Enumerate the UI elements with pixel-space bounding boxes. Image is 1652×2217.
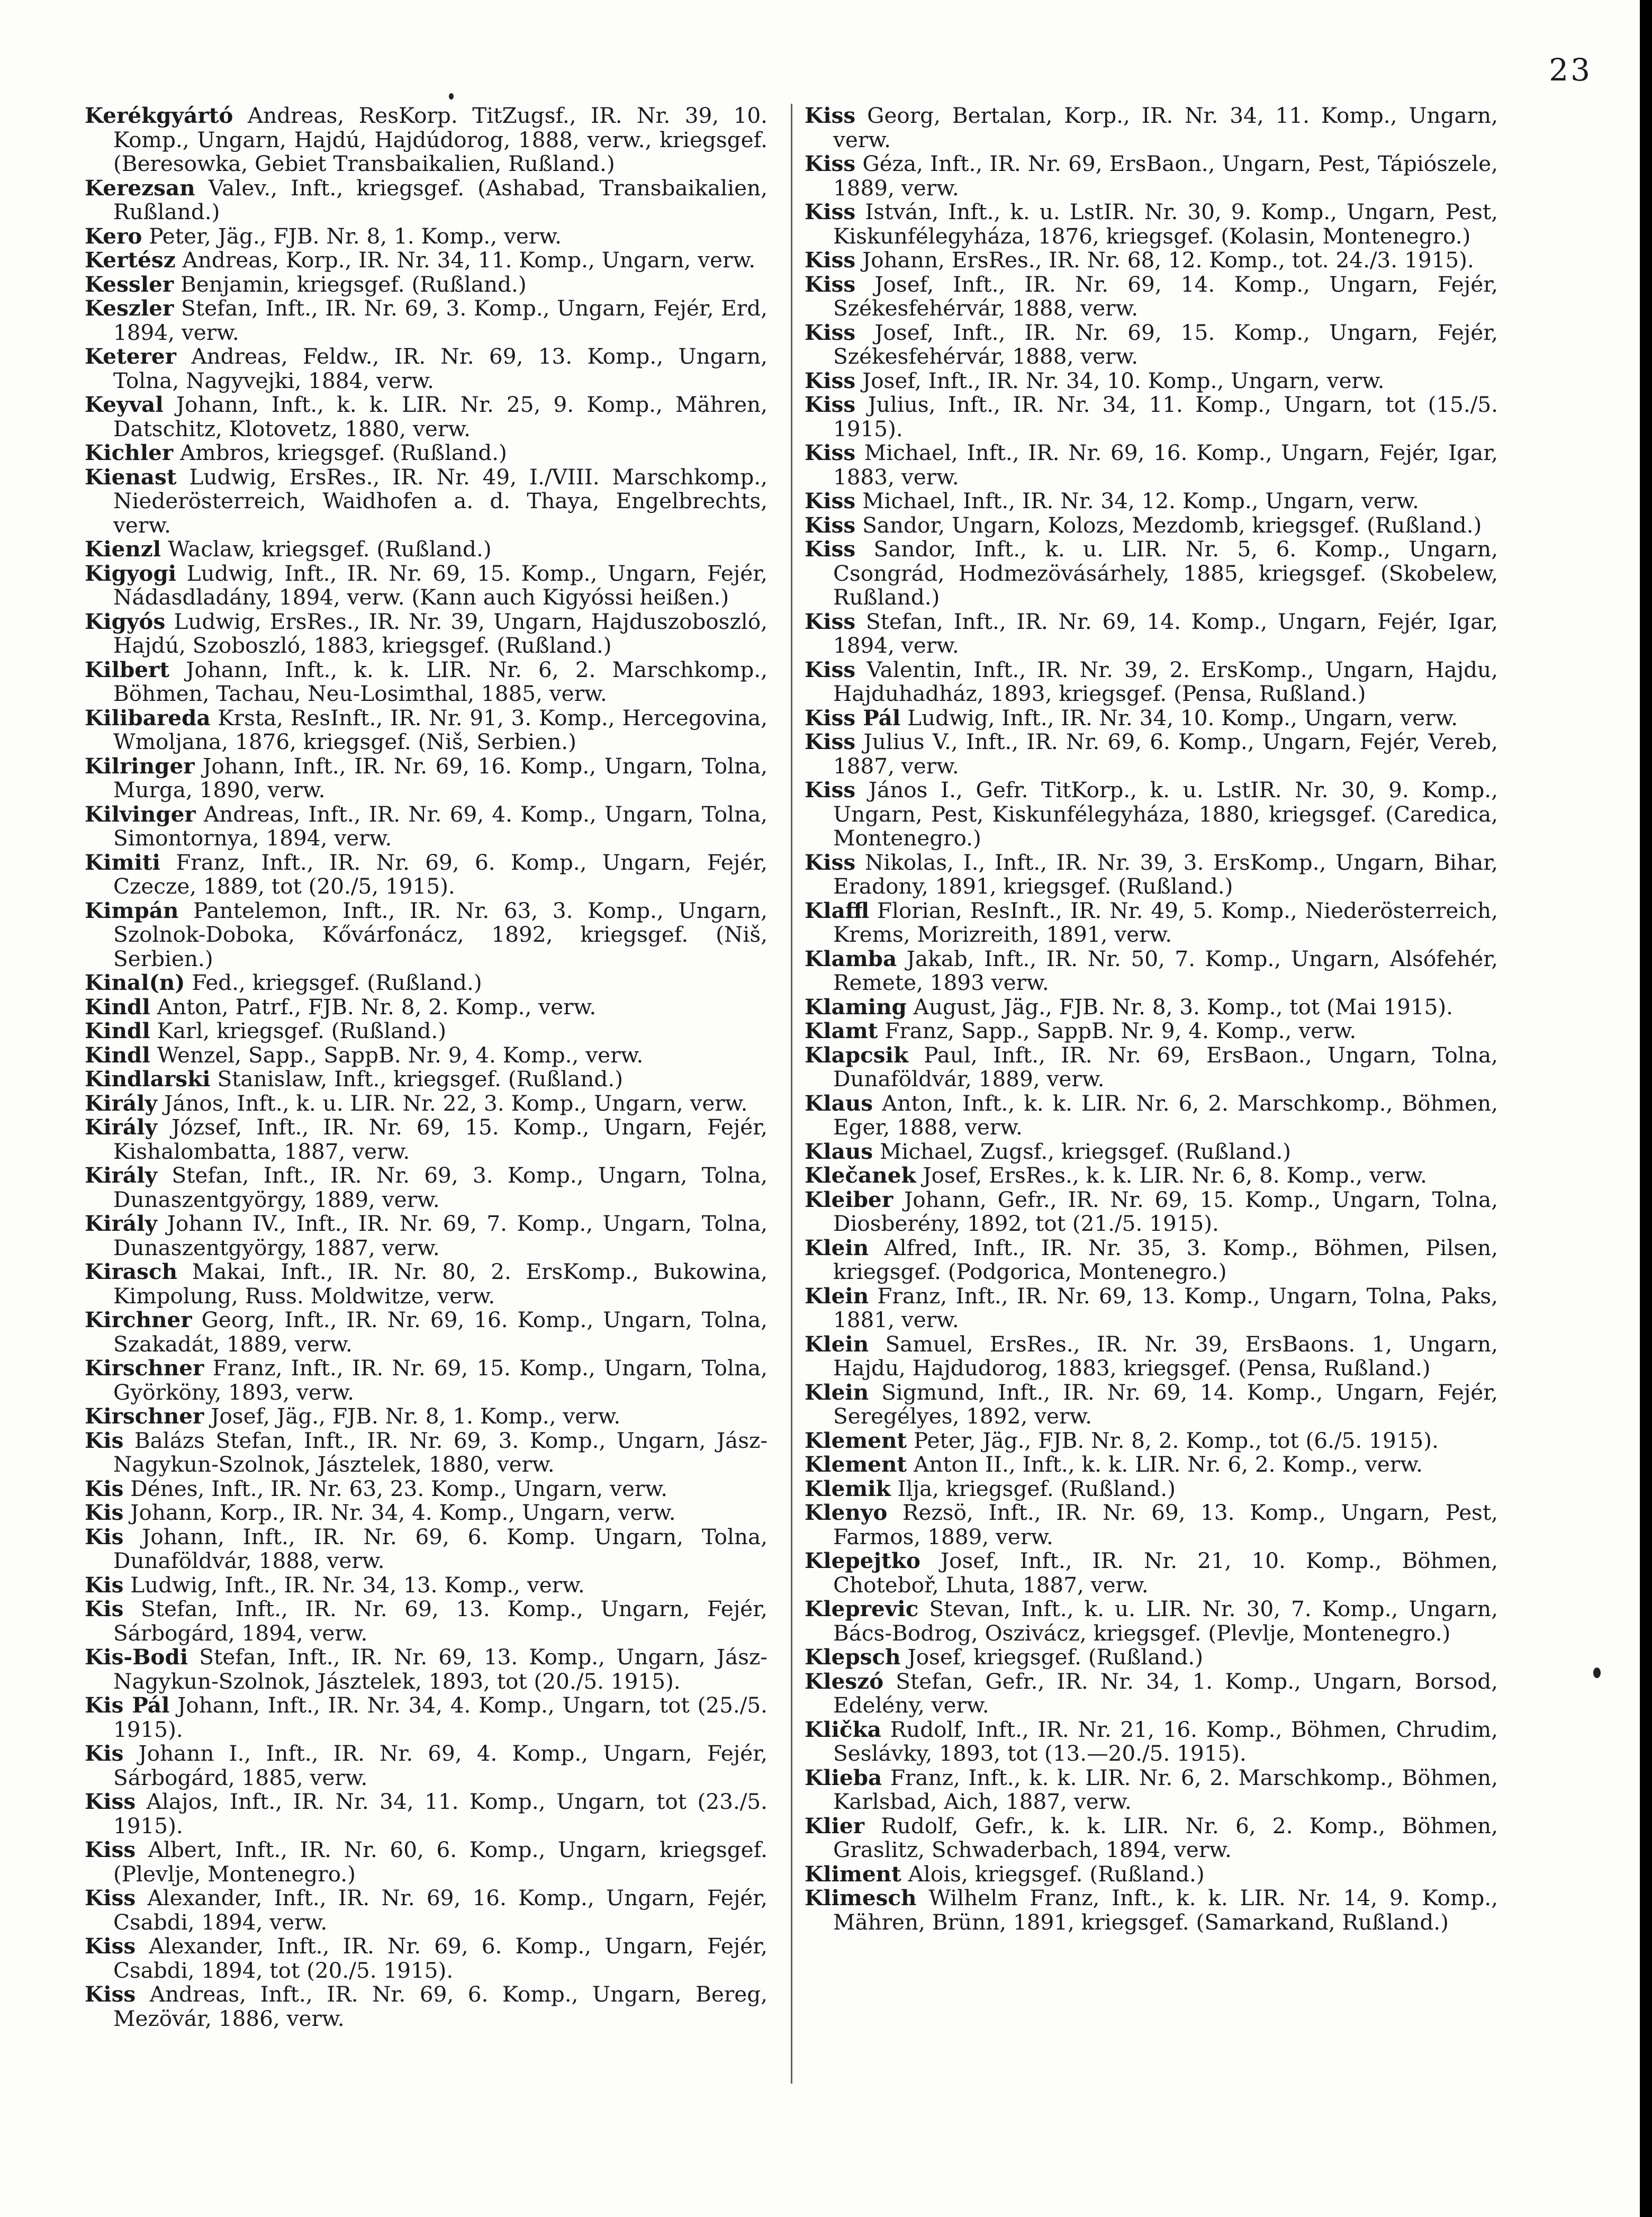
register-entry: [85, 537, 768, 562]
entry-details: Benjamin, kriegsgef. (Rußland.): [180, 271, 527, 297]
register-entry: [805, 1597, 1498, 1645]
entry-details: Krsta, ResInft., IR. Nr. 91, 3. Komp., Hercegovina, Wmoljana, 1876, kriegsgef. (Niš, Serbien.): [113, 705, 768, 754]
entry-surname: Kiss: [805, 488, 856, 513]
entry-details: János, Inft., k. u. LIR. Nr. 22, 3. Komp., Ungarn, verw.: [164, 1090, 748, 1116]
entry-surname: Kirschner: [85, 1403, 204, 1429]
entry-surname: Klamt: [805, 1018, 878, 1043]
register-entry: [805, 1019, 1498, 1043]
register-entry: [85, 610, 768, 658]
register-entry: [85, 104, 768, 176]
entry-details: Andreas, Inft., IR. Nr. 69, 4. Komp., Ungarn, Tolna, Simontornya, 1894, verw.: [113, 801, 768, 851]
entry-surname: Kleszó: [805, 1668, 884, 1694]
entry-details: Johann, Inft., k. k. LIR. Nr. 25, 9. Komp., Mähren, Datschitz, Klotovetz, 1880, verw.: [113, 392, 768, 441]
entry-details: Josef, kriegsgef. (Rußland.): [907, 1644, 1204, 1670]
entry-details: Johann I., Inft., IR. Nr. 69, 4. Komp., Ungarn, Fejér, Sárbogárd, 1885, verw.: [113, 1741, 768, 1790]
register-entry: [805, 1766, 1498, 1814]
entry-details: Stefan, Inft., IR. Nr. 69, 3. Komp., Ungarn, Tolna, Dunaszentgyörgy, 1889, verw.: [113, 1162, 768, 1212]
entry-details: Rezsö, Inft., IR. Nr. 69, 13. Komp., Ungarn, Pest, Farmos, 1889, verw.: [833, 1500, 1498, 1549]
entry-surname: Keterer: [85, 344, 176, 369]
entry-surname: Kleiber: [805, 1186, 893, 1212]
entry-surname: Kinal(n): [85, 970, 185, 995]
entry-surname: Klaming: [805, 994, 907, 1020]
entry-surname: Klement: [805, 1452, 907, 1477]
entry-surname: Kichler: [85, 440, 174, 465]
entry-surname: Klein: [805, 1234, 869, 1260]
entry-details: Albert, Inft., IR. Nr. 60, 6. Komp., Ungarn, kriegsgef. (Plevlje, Montenegro.): [113, 1837, 768, 1887]
entry-details: Anton, Inft., k. k. LIR. Nr. 6, 2. Marschkomp., Böhmen, Eger, 1888, verw.: [833, 1090, 1498, 1140]
register-entry: [85, 1019, 768, 1043]
entry-surname: Kiss Pál: [805, 705, 901, 731]
entry-details: Nikolas, I., Inft., IR. Nr. 39, 3. ErsKomp., Ungarn, Bihar, Eradony, 1891, kriegsgef. (Rußland.): [833, 849, 1498, 899]
register-entry: [805, 1332, 1498, 1381]
register-entry: [805, 1886, 1498, 1934]
register-entry: [805, 778, 1498, 851]
entry-details: Ilja, kriegsgef. (Rußland.): [897, 1475, 1176, 1501]
entry-details: Ludwig, ErsRes., IR. Nr. 49, I./VIII. Marschkomp., Niederösterreich, Waidhofen a. d. Thaya, Engelbrechts, verw.: [113, 464, 768, 538]
entry-details: Georg, Bertalan, Korp., IR. Nr. 34, 11. Komp., Ungarn, verw.: [833, 103, 1498, 152]
entry-surname: Kiss: [805, 777, 856, 803]
register-entry: [805, 1670, 1498, 1718]
register-entry: [805, 1814, 1498, 1862]
entry-surname: Kiss: [85, 1837, 136, 1862]
register-entry: [805, 851, 1498, 899]
entry-surname: Kiss: [805, 536, 856, 562]
entry-details: Michael, Inft., IR. Nr. 34, 12. Komp., Ungarn, verw.: [862, 488, 1419, 513]
register-entry: [805, 1284, 1498, 1332]
entry-details: István, Inft., k. u. LstIR. Nr. 30, 9. Komp., Ungarn, Pest, Kiskunfélegyháza, 1876, kriegsgef. (Kolasin, Montenegro.): [833, 199, 1498, 249]
register-entry: [805, 947, 1498, 995]
entry-details: Michael, Zugsf., kriegsgef. (Rußland.): [879, 1138, 1291, 1164]
entry-details: Stanislaw, Inft., kriegsgef. (Rußland.): [217, 1066, 624, 1092]
entry-surname: Kilvinger: [85, 801, 196, 827]
entry-surname: Klapcsik: [805, 1042, 909, 1068]
entry-surname: Kindl: [85, 1042, 150, 1068]
register-entry: [85, 1164, 768, 1212]
entry-details: Johann, Inft., k. k. LIR. Nr. 6, 2. Marschkomp., Böhmen, Tachau, Neu-Losimthal, 1885, verw.: [113, 656, 768, 706]
register-entry: [805, 104, 1498, 152]
entry-surname: Kliment: [805, 1861, 901, 1887]
register-entry: [805, 706, 1498, 731]
entry-details: Karl, kriegsgef. (Rußland.): [157, 1018, 447, 1043]
entry-details: Julius V., Inft., IR. Nr. 69, 6. Komp., Ungarn, Fejér, Vereb, 1887, verw.: [833, 729, 1498, 779]
register-entry: [805, 489, 1498, 513]
entry-details: Peter, Jäg., FJB. Nr. 8, 1. Komp., verw.: [149, 223, 562, 249]
register-entry: [805, 441, 1498, 489]
entry-surname: Kiss: [85, 1885, 136, 1910]
entry-details: Rudolf, Gefr., k. k. LIR. Nr. 6, 2. Komp., Böhmen, Graslitz, Schwaderbach, 1894, verw.: [833, 1813, 1498, 1862]
entry-surname: Király: [85, 1211, 158, 1236]
entry-details: Franz, Inft., k. k. LIR. Nr. 6, 2. Marschkomp., Böhmen, Karlsbad, Aich, 1887, verw.: [833, 1764, 1498, 1814]
entry-details: Josef, Inft., IR. Nr. 34, 10. Komp., Ungarn, verw.: [862, 367, 1385, 393]
register-entry: [805, 1477, 1498, 1501]
register-entry: [85, 1260, 768, 1308]
entry-details: Alexander, Inft., IR. Nr. 69, 6. Komp., Ungarn, Fejér, Csabdi, 1894, tot (20./5. 1915).: [113, 1933, 768, 1983]
register-entry: [805, 1429, 1498, 1453]
entry-surname: Kienast: [85, 464, 177, 490]
entry-surname: Kis: [85, 1427, 124, 1453]
register-entry: [85, 1429, 768, 1477]
entry-surname: Király: [85, 1090, 158, 1116]
entry-surname: Kiss: [805, 247, 856, 273]
register-entry: [85, 1115, 768, 1164]
entry-details: Andreas, Korp., IR. Nr. 34, 11. Komp., Ungarn, verw.: [182, 247, 756, 273]
register-entry: [85, 851, 768, 899]
entry-details: Wenzel, Sapp., SappB. Nr. 9, 4. Komp., verw.: [157, 1042, 644, 1068]
entry-details: August, Jäg., FJB. Nr. 8, 3. Komp., tot (Mai 1915).: [913, 994, 1454, 1020]
entry-details: Ambros, kriegsgef. (Rußland.): [180, 440, 507, 465]
register-entry: [805, 369, 1498, 393]
register-entry: [85, 224, 768, 249]
entry-surname: Klepsch: [805, 1644, 901, 1670]
entry-surname: Kigyogi: [85, 560, 177, 586]
entry-details: Josef, Jäg., FJB. Nr. 8, 1. Komp., verw.: [211, 1403, 621, 1429]
entry-surname: Kiss: [805, 151, 856, 176]
entry-details: Rudolf, Inft., IR. Nr. 21, 16. Komp., Böhmen, Chrudim, Seslávky, 1893, tot (13.—20./5. 1915).: [833, 1716, 1498, 1766]
entry-surname: Kigyós: [85, 608, 166, 634]
entry-surname: Klein: [805, 1331, 869, 1357]
register-entry: [85, 1043, 768, 1068]
register-entry: [805, 1862, 1498, 1887]
entry-details: Johann, Inft., IR. Nr. 34, 4. Komp., Ungarn, tot (25./5. 1915).: [113, 1692, 768, 1742]
entry-details: Waclaw, kriegsgef. (Rußland.): [168, 536, 492, 562]
register-entry: [85, 658, 768, 706]
entry-details: Andreas, Inft., IR. Nr. 69, 6. Komp., Ungarn, Bereg, Mezövár, 1886, verw.: [113, 1981, 768, 2031]
entry-surname: Klepejtko: [805, 1548, 920, 1573]
register-entry: [85, 1934, 768, 1982]
register-entry: [85, 465, 768, 538]
entry-details: Alajos, Inft., IR. Nr. 34, 11. Komp., Ungarn, tot (23./5. 1915).: [113, 1789, 768, 1839]
entry-details: Stefan, Inft., IR. Nr. 69, 14. Komp., Ungarn, Fejér, Igar, 1894, verw.: [833, 608, 1498, 658]
entry-details: Franz, Inft., IR. Nr. 69, 6. Komp., Ungarn, Fejér, Czecze, 1889, tot (20./5, 1915).: [113, 849, 768, 899]
entry-details: Stefan, Gefr., IR. Nr. 34, 1. Komp., Ungarn, Borsod, Edelény, verw.: [833, 1668, 1498, 1718]
entry-details: Josef, ErsRes., k. k. LIR. Nr. 6, 8. Komp., verw.: [923, 1162, 1427, 1188]
entry-surname: Kindl: [85, 994, 150, 1020]
entry-details: Stefan, Inft., IR. Nr. 69, 3. Komp., Ungarn, Fejér, Erd, 1894, verw.: [113, 295, 768, 345]
register-entry: [805, 1549, 1498, 1597]
register-entry: [85, 899, 768, 971]
register-entry: [85, 248, 768, 273]
entry-details: Ludwig, Inft., IR. Nr. 34, 13. Komp., verw.: [130, 1572, 585, 1598]
entry-surname: Keyval: [85, 392, 164, 417]
register-entry: [85, 1886, 768, 1934]
entry-details: Franz, Inft., IR. Nr. 69, 15. Komp., Ungarn, Tolna, Györköny, 1893, verw.: [113, 1355, 768, 1405]
ink-speck: [449, 93, 454, 100]
register-entry: [805, 899, 1498, 947]
entry-details: Andreas, ResKorp. TitZugsf., IR. Nr. 39, 10. Komp., Ungarn, Hajdú, Hajdúdorog, 1888, verw., kriegsgef. (Beresowka, Gebiet Transbaikalien, Rußland.): [113, 103, 768, 176]
entry-surname: Kindlarski: [85, 1066, 211, 1092]
entry-surname: Kiss: [805, 849, 856, 875]
entry-surname: Kiss: [805, 608, 856, 634]
entry-details: Johann, Korp., IR. Nr. 34, 4. Komp., Ungarn, verw.: [130, 1500, 676, 1525]
entry-details: Wilhelm Franz, Inft., k. k. LIR. Nr. 14, 9. Komp., Mähren, Brünn, 1891, kriegsgef. (Samarkand, Rußland.): [833, 1885, 1498, 1935]
entry-surname: Kis: [85, 1500, 124, 1525]
entry-details: Johann, Inft., IR. Nr. 69, 6. Komp. Ungarn, Tolna, Dunaföldvár, 1888, verw.: [113, 1524, 768, 1573]
ink-speck: [1593, 1668, 1601, 1678]
entry-surname: Klaus: [805, 1138, 873, 1164]
entry-details: Alfred, Inft., IR. Nr. 35, 3. Komp., Böhmen, Pilsen, kriegsgef. (Podgorica, Montenegro.): [833, 1234, 1498, 1284]
entry-details: Fed., kriegsgef. (Rußland.): [192, 970, 482, 995]
entry-details: Stefan, Inft., IR. Nr. 69, 13. Komp., Ungarn, Fejér, Sárbogárd, 1894, verw.: [113, 1596, 768, 1646]
entry-surname: Klaus: [805, 1090, 873, 1116]
entry-surname: Kiss: [805, 512, 856, 538]
entry-surname: Kiss: [805, 392, 856, 417]
entry-details: Pantelemon, Inft., IR. Nr. 63, 3. Komp., Ungarn, Szolnok-Doboka, Kővárfonácz, 1892, kriegsgef. (Niš, Serbien.): [113, 897, 768, 971]
entry-surname: Kilibareda: [85, 705, 211, 731]
register-entry: [85, 1597, 768, 1645]
entry-details: Ludwig, Inft., IR. Nr. 34, 10. Komp., Ungarn, verw.: [907, 705, 1458, 731]
entry-surname: Klečanek: [805, 1162, 916, 1188]
register-entry: [85, 706, 768, 754]
register-entry: [805, 152, 1498, 200]
register-entry: [805, 1140, 1498, 1164]
register-entry: [805, 537, 1498, 610]
register-entry: [85, 176, 768, 224]
register-entry: [85, 441, 768, 465]
entry-surname: Kis: [85, 1475, 124, 1501]
entry-surname: Klement: [805, 1427, 907, 1453]
register-entry: [85, 345, 768, 393]
entry-details: Florian, ResInft., IR. Nr. 49, 5. Komp., Niederösterreich, Krems, Morizreith, 1891, verw.: [833, 897, 1498, 947]
register-entry: [805, 1453, 1498, 1477]
register-entry: [805, 1164, 1498, 1188]
entry-details: Balázs Stefan, Inft., IR. Nr. 69, 3. Komp., Ungarn, Jász-Nagykun-Szolnok, Jásztelek, 1880, verw.: [113, 1427, 768, 1477]
register-entry: [85, 1645, 768, 1693]
entry-surname: Kimiti: [85, 849, 160, 875]
entry-surname: Kis: [85, 1524, 124, 1549]
entry-details: Johann IV., Inft., IR. Nr. 69, 7. Komp., Ungarn, Tolna, Dunaszentgyörgy, 1887, verw.: [113, 1211, 768, 1260]
register-entry: [85, 1356, 768, 1404]
register-entry: [805, 248, 1498, 273]
entry-details: Anton II., Inft., k. k. LIR. Nr. 6, 2. Komp., verw.: [914, 1452, 1423, 1477]
register-entry: [805, 1043, 1498, 1092]
entry-details: Georg, Inft., IR. Nr. 69, 16. Komp., Ungarn, Tolna, Szakadát, 1889, verw.: [113, 1307, 768, 1357]
register-entry: [85, 1742, 768, 1790]
entry-details: Alois, kriegsgef. (Rußland.): [908, 1861, 1205, 1887]
entry-surname: Kilringer: [85, 753, 195, 779]
entry-surname: Klimesch: [805, 1885, 917, 1910]
entry-surname: Kleprevic: [805, 1596, 919, 1621]
entry-details: Josef, Inft., IR. Nr. 69, 15. Komp., Ungarn, Fejér, Székesfehérvár, 1888, verw.: [833, 319, 1498, 369]
register-entry: [85, 1404, 768, 1429]
register-entry: [805, 1645, 1498, 1670]
entry-details: Alexander, Inft., IR. Nr. 69, 16. Komp., Ungarn, Fejér, Csabdi, 1894, verw.: [113, 1885, 768, 1935]
register-entry: [85, 1525, 768, 1573]
register-entry: [805, 610, 1498, 658]
entry-details: Josef, Inft., IR. Nr. 21, 10. Komp., Böhmen, Choteboř, Lhuta, 1887, verw.: [833, 1548, 1498, 1598]
right-column: [805, 104, 1498, 1934]
register-entry: [85, 1838, 768, 1886]
register-entry: [85, 1308, 768, 1356]
entry-details: Dénes, Inft., IR. Nr. 63, 23. Komp., Ungarn, verw.: [130, 1475, 668, 1501]
entry-surname: Kindl: [85, 1018, 150, 1043]
entry-surname: Kiss: [85, 1981, 136, 2007]
entry-surname: Király: [85, 1114, 158, 1140]
entry-details: Paul, Inft., IR. Nr. 69, ErsBaon., Ungarn, Tolna, Dunaföldvár, 1889, verw.: [833, 1042, 1498, 1092]
register-entry: [85, 971, 768, 995]
register-entry: [85, 393, 768, 441]
register-entry: [805, 995, 1498, 1020]
entry-surname: Kis-Bodi: [85, 1644, 188, 1670]
entry-details: Franz, Sapp., SappB. Nr. 9, 4. Komp., verw.: [884, 1018, 1357, 1043]
register-entry: [805, 273, 1498, 321]
entry-details: Jakab, Inft., IR. Nr. 50, 7. Komp., Ungarn, Alsófehér, Remete, 1893 verw.: [833, 945, 1498, 995]
entry-surname: Kiss: [805, 319, 856, 345]
entry-surname: Kiss: [805, 103, 856, 128]
entry-details: Sandor, Inft., k. u. LIR. Nr. 5, 6. Komp., Ungarn, Csongrád, Hodmezövásárhely, 1885, kriegsgef. (Skobelew, Rußland.): [833, 536, 1498, 610]
entry-details: Valentin, Inft., IR. Nr. 39, 2. ErsKomp., Ungarn, Hajdu, Hajduhadház, 1893, kriegsgef. (Pensa, Rußland.): [833, 656, 1498, 706]
page-number: 23: [1549, 52, 1592, 88]
register-entry: [805, 1188, 1498, 1236]
entry-details: Géza, Inft., IR. Nr. 69, ErsBaon., Ungarn, Pest, Tápiószele, 1889, verw.: [833, 151, 1498, 201]
register-entry: [85, 1477, 768, 1501]
entry-surname: Király: [85, 1162, 158, 1188]
register-entry: [85, 1092, 768, 1116]
register-entry: [85, 1501, 768, 1525]
register-entry: [805, 513, 1498, 538]
entry-details: Johann, ErsRes., IR. Nr. 68, 12. Komp., tot. 24./3. 1915).: [862, 247, 1474, 273]
entry-surname: Kiss: [805, 656, 856, 682]
entry-details: János I., Gefr. TitKorp., k. u. LstIR. Nr. 30, 9. Komp., Ungarn, Pest, Kiskunfélegyháza, 1880, kriegsgef. (Caredica, Montenegro.): [833, 777, 1498, 851]
register-entry: [85, 1067, 768, 1092]
entry-surname: Kerékgyártó: [85, 103, 233, 128]
entry-details: Makai, Inft., IR. Nr. 80, 2. ErsKomp., Bukowina, Kimpolung, Russ. Moldwitze, verw.: [113, 1259, 768, 1309]
register-entry: [805, 393, 1498, 441]
entry-surname: Kertész: [85, 247, 176, 273]
entry-surname: Kilbert: [85, 656, 170, 682]
entry-surname: Klemik: [805, 1475, 891, 1501]
register-entry: [85, 803, 768, 851]
register-entry: [85, 296, 768, 345]
register-entry: [85, 1573, 768, 1598]
entry-surname: Klein: [805, 1379, 869, 1405]
entry-details: Stevan, Inft., k. u. LIR. Nr. 30, 7. Komp., Ungarn, Bács-Bodrog, Oszivácz, kriegsgef. (Plevlje, Montenegro.): [833, 1596, 1498, 1646]
entry-surname: Klier: [805, 1813, 865, 1839]
entry-details: Franz, Inft., IR. Nr. 69, 13. Komp., Ungarn, Tolna, Paks, 1881, verw.: [833, 1283, 1498, 1332]
entry-details: Anton, Patrf., FJB. Nr. 8, 2. Komp., verw.: [157, 994, 597, 1020]
entry-surname: Klamba: [805, 945, 897, 971]
entry-surname: Kiss: [85, 1789, 136, 1814]
entry-details: Johann, Inft., IR. Nr. 69, 16. Komp., Ungarn, Tolna, Murga, 1890, verw.: [113, 753, 768, 803]
entry-details: Stefan, Inft., IR. Nr. 69, 13. Komp., Ungarn, Jász-Nagykun-Szolnok, Jásztelek, 1893, tot (20./5. 1915).: [113, 1644, 768, 1694]
entry-surname: Kiss: [805, 729, 856, 754]
entry-details: Ludwig, Inft., IR. Nr. 69, 15. Komp., Ungarn, Fejér, Nádasdladány, 1894, verw. (Kann auch Kigyóssi heißen.): [113, 560, 768, 610]
entry-surname: Kimpán: [85, 897, 179, 923]
register-entry: [805, 1501, 1498, 1549]
register-entry: [805, 1092, 1498, 1140]
register-entry: [85, 1212, 768, 1260]
register-entry: [805, 730, 1498, 778]
register-entry: [85, 1790, 768, 1838]
register-entry: [85, 1693, 768, 1742]
entry-surname: Kirchner: [85, 1307, 192, 1332]
register-entry: [805, 321, 1498, 369]
entry-surname: Klein: [805, 1283, 869, 1309]
register-entry: [85, 995, 768, 1020]
entry-surname: Keszler: [85, 295, 174, 321]
entry-details: Sigmund, Inft., IR. Nr. 69, 14. Komp., Ungarn, Fejér, Seregélyes, 1892, verw.: [833, 1379, 1498, 1429]
entry-surname: Kirasch: [85, 1259, 178, 1284]
entry-surname: Kirschner: [85, 1355, 204, 1381]
entry-surname: Kiss: [805, 271, 856, 297]
entry-details: József, Inft., IR. Nr. 69, 15. Komp., Ungarn, Fejér, Kishalombatta, 1887, verw.: [113, 1114, 768, 1164]
entry-details: Ludwig, ErsRes., IR. Nr. 39, Ungarn, Hajduszoboszló, Hajdú, Szoboszló, 1883, kriegsgef. (Rußland.): [113, 608, 768, 658]
entry-surname: Kero: [85, 223, 142, 249]
entry-surname: Kiss: [805, 367, 856, 393]
entry-surname: Kessler: [85, 271, 174, 297]
entry-surname: Klička: [805, 1716, 881, 1742]
entry-surname: Kerezsan: [85, 175, 195, 201]
entry-details: Julius, Inft., IR. Nr. 34, 11. Komp., Ungarn, tot (15./5. 1915).: [833, 392, 1498, 441]
entry-details: Sandor, Ungarn, Kolozs, Mezdomb, kriegsgef. (Rußland.): [862, 512, 1482, 538]
entry-details: Valev., Inft., kriegsgef. (Ashabad, Transbaikalien, Rußland.): [113, 175, 768, 224]
entry-details: Andreas, Feldw., IR. Nr. 69, 13. Komp., Ungarn, Tolna, Nagyvejki, 1884, verw.: [113, 344, 768, 393]
entry-surname: Klenyo: [805, 1500, 888, 1525]
left-column: [85, 104, 768, 2031]
entry-surname: Klieba: [805, 1764, 882, 1790]
entry-surname: Klaffl: [805, 897, 870, 923]
register-entry: [805, 1381, 1498, 1429]
entry-surname: Kiss: [805, 440, 856, 465]
register-entry: [85, 273, 768, 297]
entry-surname: Kiss: [85, 1933, 136, 1959]
entry-surname: Kis Pál: [85, 1692, 170, 1718]
entry-details: Michael, Inft., IR. Nr. 69, 16. Komp., Ungarn, Fejér, Igar, 1883, verw.: [833, 440, 1498, 490]
register-entry: [805, 200, 1498, 248]
register-entry: [85, 1982, 768, 2031]
entry-details: Johann, Gefr., IR. Nr. 69, 15. Komp., Ungarn, Tolna, Diosberény, 1892, tot (21./5. 1915).: [833, 1186, 1498, 1236]
entry-details: Josef, Inft., IR. Nr. 69, 14. Komp., Ungarn, Fejér, Székesfehérvár, 1888, verw.: [833, 271, 1498, 321]
register-entry: [805, 1236, 1498, 1284]
register-entry: [85, 754, 768, 803]
entry-surname: Kis: [85, 1741, 124, 1766]
entry-surname: Kis: [85, 1596, 124, 1621]
register-entry: [805, 658, 1498, 706]
register-entry: [85, 562, 768, 610]
entry-details: Samuel, ErsRes., IR. Nr. 39, ErsBaons. 1, Ungarn, Hajdu, Hajdudorog, 1883, kriegsgef. (Pensa, Rußland.): [833, 1331, 1498, 1381]
column-divider: [791, 104, 792, 2084]
register-entry: [805, 1718, 1498, 1766]
entry-surname: Kiss: [805, 199, 856, 224]
entry-surname: Kienzl: [85, 536, 161, 562]
entry-surname: Kis: [85, 1572, 124, 1598]
entry-details: Peter, Jäg., FJB. Nr. 8, 2. Komp., tot (6./5. 1915).: [914, 1427, 1439, 1453]
